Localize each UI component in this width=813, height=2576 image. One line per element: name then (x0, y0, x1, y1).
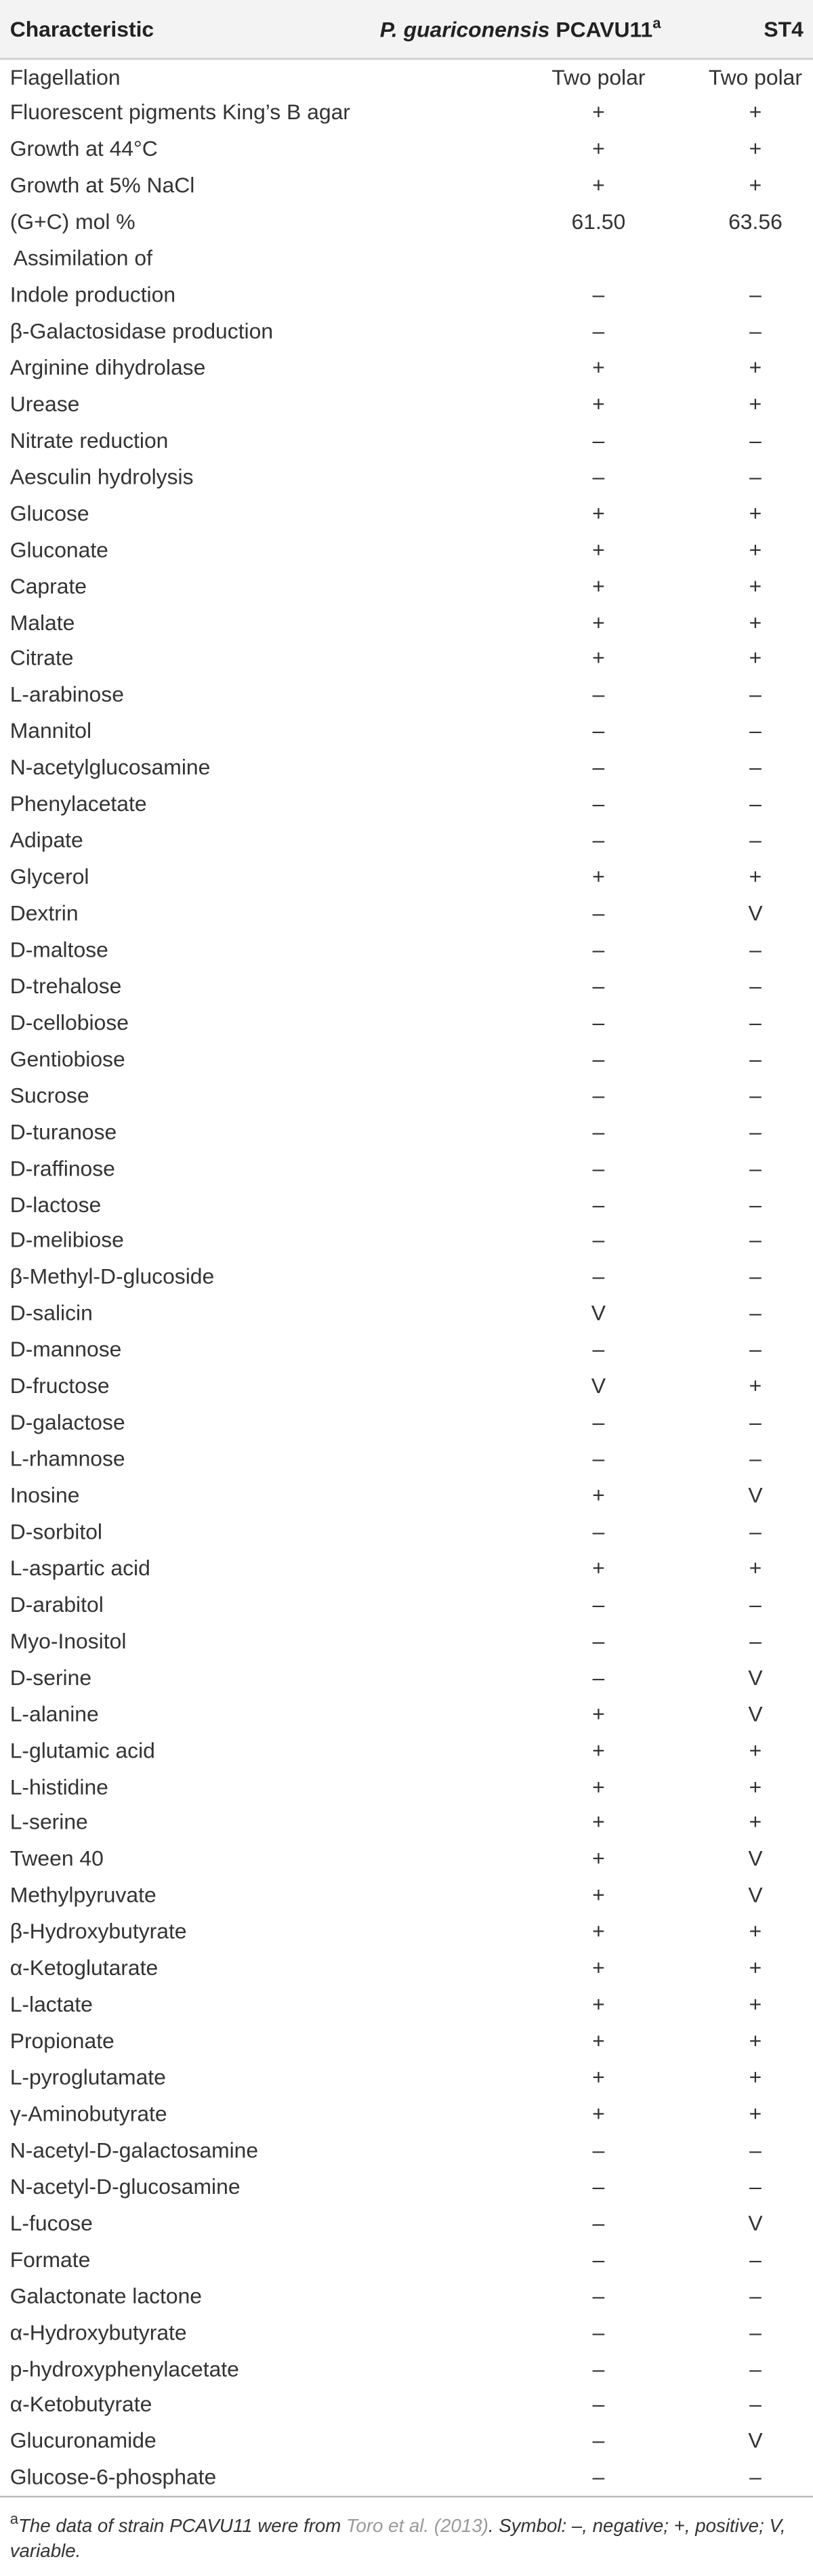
row-characteristic: Fluorescent pigments King’s B agar (9, 100, 350, 125)
table-row (0, 1440, 813, 1477)
row-value-st4: – (749, 2137, 762, 2163)
row-value-st4: – (749, 1155, 762, 1180)
table-row (0, 1950, 813, 1987)
row-characteristic: Malate (9, 609, 75, 635)
row-value-st4: + (749, 864, 762, 890)
table-row (0, 858, 813, 895)
row-value-pcavu11: + (592, 2101, 605, 2126)
table-row (0, 1222, 813, 1259)
row-characteristic: Myo-Inositol (9, 1628, 127, 1653)
table-row (0, 1004, 813, 1041)
row-characteristic: L-lactate (9, 1991, 93, 2017)
table-row (0, 2423, 813, 2459)
row-value-st4: – (749, 827, 762, 853)
row-value-st4: V (748, 2210, 763, 2235)
row-value-st4: – (749, 1337, 762, 1363)
row-value-pcavu11: + (592, 1991, 605, 2017)
row-value-pcavu11: – (592, 463, 605, 489)
row-value-st4 (697, 240, 813, 276)
row-value-pcavu11: – (592, 1518, 605, 1544)
row-value-st4: + (749, 1373, 762, 1398)
row-characteristic: N-acetyl-D-galactosamine (9, 2137, 259, 2163)
row-value-st4: + (749, 1555, 762, 1581)
table-row (0, 1804, 813, 1841)
row-value-pcavu11: – (592, 1010, 605, 1035)
row-characteristic: Assimilation of (13, 245, 152, 271)
row-value-pcavu11: + (592, 609, 605, 635)
table-row (0, 2022, 813, 2059)
table-row (0, 2096, 813, 2132)
row-value-st4: + (749, 537, 762, 562)
row-characteristic: Aesculin hydrolysis (9, 463, 194, 489)
row-characteristic: Citrate (9, 646, 74, 671)
row-value-pcavu11: + (592, 1919, 605, 1945)
table-row (0, 2314, 813, 2350)
row-value-st4: – (749, 2392, 762, 2417)
table-row (0, 422, 813, 459)
row-characteristic: D-fructose (9, 1373, 110, 1398)
row-value-pcavu11: + (592, 1773, 605, 1799)
row-value-st4: V (748, 2428, 763, 2453)
row-value-st4: – (749, 2174, 762, 2199)
row-value-pcavu11: – (592, 1409, 605, 1435)
row-characteristic: β-Hydroxybutyrate (9, 1919, 187, 1945)
row-characteristic: β-Galactosidase production (9, 318, 274, 344)
row-value-st4: + (749, 1955, 762, 1980)
row-characteristic: Adipate (9, 827, 83, 853)
table-row (0, 386, 813, 422)
table-body (0, 58, 813, 2496)
row-characteristic: L-alanine (9, 1701, 99, 1726)
row-value-st4: – (749, 1518, 762, 1544)
row-value-st4: + (749, 354, 762, 380)
table-row (0, 895, 813, 932)
row-characteristic: D-mannose (9, 1337, 122, 1363)
row-characteristic: D-sorbitol (9, 1518, 102, 1544)
row-value-st4: + (749, 2101, 762, 2126)
row-value-pcavu11: – (592, 791, 605, 816)
row-value-pcavu11: + (592, 391, 605, 417)
row-value-pcavu11: + (592, 1810, 605, 1835)
header-strain-pcavu11 (350, 0, 698, 58)
row-value-st4: Two polar (708, 64, 803, 89)
row-value-st4: + (749, 1773, 762, 1799)
table-row (0, 676, 813, 713)
row-value-pcavu11: – (592, 2174, 605, 2199)
row-characteristic: D-maltose (9, 936, 108, 962)
footnote-marker: a (9, 2510, 18, 2527)
row-value-pcavu11: – (592, 428, 605, 453)
row-value-pcavu11: + (592, 1955, 605, 1980)
row-value-pcavu11: V (591, 1373, 606, 1398)
table-row (0, 1586, 813, 1623)
row-characteristic: D-arabitol (9, 1592, 104, 1617)
table-row (0, 1186, 813, 1222)
row-characteristic: Urease (9, 391, 80, 417)
row-value-pcavu11: – (592, 682, 605, 707)
row-value-pcavu11: + (592, 646, 605, 671)
row-value-st4: – (749, 1628, 762, 1653)
row-characteristic: Glucose-6-phosphate (9, 2464, 217, 2490)
row-characteristic: Gluconate (9, 537, 108, 562)
row-value-st4: – (749, 2319, 762, 2344)
table-row (0, 822, 813, 858)
row-characteristic: L-serine (9, 1810, 88, 1835)
row-value-pcavu11: – (592, 718, 605, 744)
row-value-st4: – (749, 1045, 762, 1071)
row-characteristic: p-hydroxyphenylacetate (9, 2355, 239, 2381)
row-characteristic: α-Ketoglutarate (9, 1955, 159, 1980)
row-characteristic: Gentiobiose (9, 1045, 125, 1071)
table-row (0, 276, 813, 313)
table-row (0, 749, 813, 786)
header-species-name: P. guariconensis (379, 17, 550, 43)
footnote-text-after: . Symbol: –, negative; +, positive; V, variable. (9, 2516, 786, 2562)
row-characteristic: D-raffinose (9, 1155, 115, 1180)
row-value-st4: + (749, 173, 762, 198)
row-characteristic: D-trehalose (9, 973, 122, 999)
row-value-st4: – (749, 1409, 762, 1435)
row-characteristic: Glycerol (9, 864, 89, 890)
row-value-st4: V (748, 1701, 763, 1726)
row-characteristic: Phenylacetate (9, 791, 147, 816)
row-value-st4: + (749, 2028, 762, 2054)
row-value-st4: – (749, 2283, 762, 2308)
table-row (0, 713, 813, 749)
table-row (0, 2459, 813, 2495)
row-characteristic: L-fucose (9, 2210, 93, 2235)
row-value-pcavu11: – (592, 1119, 605, 1144)
row-value-st4: V (748, 1882, 763, 1908)
row-value-st4: – (749, 755, 762, 781)
table-row (0, 458, 813, 495)
row-value-st4: – (749, 1592, 762, 1617)
row-value-pcavu11: + (592, 864, 605, 890)
table-row (0, 1077, 813, 1113)
table-row (0, 1623, 813, 1659)
row-characteristic: L-aspartic acid (9, 1555, 150, 1581)
table-row (0, 931, 813, 968)
row-characteristic: N-acetyl-D-glucosamine (9, 2174, 241, 2199)
table-row (0, 1732, 813, 1768)
table-row (0, 1513, 813, 1550)
table-row (0, 786, 813, 823)
row-value-pcavu11: V (591, 1300, 606, 1326)
table-row (0, 1695, 813, 1732)
row-value-pcavu11: – (592, 2355, 605, 2381)
row-value-st4: + (749, 1810, 762, 1835)
table-row (0, 2386, 813, 2423)
row-characteristic: γ-Aminobutyrate (9, 2101, 167, 2126)
row-value-st4: + (749, 100, 762, 125)
row-value-pcavu11: – (592, 2392, 605, 2417)
row-value-st4: – (749, 1300, 762, 1326)
row-characteristic: L-rhamnose (9, 1446, 125, 1472)
table-row (0, 349, 813, 386)
row-value-st4: – (749, 428, 762, 453)
row-value-pcavu11: – (592, 282, 605, 308)
row-value-st4: + (749, 2064, 762, 2090)
row-value-st4: + (749, 500, 762, 526)
row-value-pcavu11: + (592, 2064, 605, 2090)
row-value-pcavu11: – (592, 2246, 605, 2272)
row-value-pcavu11: – (592, 755, 605, 781)
row-value-pcavu11: – (592, 1082, 605, 1108)
row-characteristic: D-cellobiose (9, 1010, 129, 1035)
row-value-pcavu11: – (592, 318, 605, 344)
row-characteristic: (G+C) mol % (9, 209, 136, 234)
row-value-st4: V (748, 1482, 763, 1508)
row-value-pcavu11: + (592, 100, 605, 125)
table-row (0, 604, 813, 640)
row-characteristic: D-salicin (9, 1300, 93, 1326)
row-value-st4: V (748, 900, 763, 926)
row-value-pcavu11: + (592, 1882, 605, 1908)
table-row (0, 640, 813, 677)
table-row (0, 1877, 813, 1913)
row-value-st4: – (749, 463, 762, 489)
row-value-pcavu11: – (592, 1592, 605, 1617)
table-row (0, 1149, 813, 1186)
row-characteristic: L-glutamic acid (9, 1737, 155, 1762)
row-value-pcavu11: + (592, 173, 605, 198)
row-value-pcavu11: + (592, 1482, 605, 1508)
row-characteristic: α-Ketobutyrate (9, 2392, 152, 2417)
row-value-pcavu11: + (592, 500, 605, 526)
footnote-text-before: The data of strain PCAVU11 were from (18, 2516, 347, 2537)
table-row (0, 968, 813, 1004)
row-value-pcavu11: – (592, 1155, 605, 1180)
row-value-pcavu11: + (592, 2028, 605, 2054)
table-row (0, 203, 813, 240)
row-value-st4: – (749, 936, 762, 962)
table-row (0, 58, 813, 95)
row-characteristic: Galactonate lactone (9, 2283, 203, 2308)
row-value-pcavu11: 61.50 (571, 209, 626, 234)
table-row (0, 1986, 813, 2022)
row-characteristic: Tween 40 (9, 1846, 104, 1871)
table-row (0, 1295, 813, 1331)
row-value-pcavu11: – (592, 1191, 605, 1217)
table-row (0, 1477, 813, 1514)
row-characteristic: D-galactose (9, 1409, 125, 1435)
row-characteristic: D-turanose (9, 1119, 117, 1144)
row-characteristic: Glucuronamide (9, 2428, 157, 2453)
row-value-pcavu11: – (592, 1045, 605, 1071)
row-value-st4: – (749, 1010, 762, 1035)
row-value-st4: – (749, 318, 762, 344)
row-value-st4: + (749, 136, 762, 162)
row-value-pcavu11: – (592, 2464, 605, 2490)
row-characteristic: D-melibiose (9, 1228, 124, 1253)
row-value-pcavu11: + (592, 1737, 605, 1762)
row-value-pcavu11: + (592, 1846, 605, 1871)
row-value-st4: – (749, 282, 762, 308)
row-value-st4: – (749, 1228, 762, 1253)
row-characteristic: Mannitol (9, 718, 92, 744)
row-value-st4: – (749, 791, 762, 816)
header-footnote-marker: a (652, 15, 661, 32)
row-characteristic: Nitrate reduction (9, 428, 169, 453)
table-row (0, 313, 813, 350)
row-value-st4: – (749, 1082, 762, 1108)
row-characteristic: D-serine (9, 1664, 92, 1690)
row-value-pcavu11: + (592, 1555, 605, 1581)
row-value-pcavu11: – (592, 2137, 605, 2163)
row-value-pcavu11: Two polar (551, 64, 646, 89)
row-characteristic: Growth at 5% NaCl (9, 173, 195, 198)
row-value-st4: – (749, 973, 762, 999)
row-value-st4: V (748, 1664, 763, 1690)
row-value-pcavu11: – (592, 2319, 605, 2344)
header-characteristic: Characteristic (0, 0, 350, 58)
table-row (0, 2241, 813, 2277)
row-value-st4: + (749, 573, 762, 598)
row-value-st4: + (749, 646, 762, 671)
row-value-st4: – (749, 718, 762, 744)
table-row (0, 2350, 813, 2386)
row-value-pcavu11: + (592, 1701, 605, 1726)
table-row (0, 2277, 813, 2314)
row-characteristic: Growth at 44°C (9, 136, 158, 162)
row-characteristic: β-Methyl-D-glucoside (9, 1264, 215, 1289)
row-value-st4: + (749, 609, 762, 635)
row-value-pcavu11: – (592, 2210, 605, 2235)
row-value-pcavu11: + (592, 354, 605, 380)
row-value-pcavu11: – (592, 900, 605, 926)
row-value-pcavu11: – (592, 2283, 605, 2308)
table-footnote (0, 2497, 813, 2565)
table-row (0, 131, 813, 167)
table-row (0, 1913, 813, 1950)
row-characteristic: Indole production (9, 282, 176, 308)
row-value-st4: + (749, 1737, 762, 1762)
row-characteristic: L-arabinose (9, 682, 124, 707)
table-row (0, 1331, 813, 1368)
row-characteristic: α-Hydroxybutyrate (9, 2319, 187, 2344)
table-row (0, 1768, 813, 1804)
row-value-pcavu11: – (592, 1337, 605, 1363)
row-characteristic: Flagellation (9, 64, 121, 89)
row-value-st4: – (749, 2355, 762, 2381)
table-row (0, 1040, 813, 1077)
row-value-st4: 63.56 (728, 209, 783, 234)
row-value-st4: – (749, 682, 762, 707)
row-value-st4: – (749, 1446, 762, 1472)
row-value-pcavu11: – (592, 2428, 605, 2453)
row-value-pcavu11: – (592, 1664, 605, 1690)
row-value-pcavu11 (350, 240, 698, 276)
table-row (0, 94, 813, 131)
row-characteristic: Sucrose (9, 1082, 89, 1108)
header-strain-st4: ST4 (697, 0, 813, 58)
row-value-st4: V (748, 1846, 763, 1871)
table-row (0, 240, 813, 276)
row-characteristic: Dextrin (9, 900, 79, 926)
row-characteristic: Propionate (9, 2028, 114, 2054)
table-row (0, 1259, 813, 1295)
table-row (0, 1841, 813, 1877)
row-characteristic: N-acetylglucosamine (9, 755, 211, 781)
table-row (0, 1113, 813, 1150)
row-value-st4: + (749, 391, 762, 417)
row-value-pcavu11: – (592, 1446, 605, 1472)
table-row (0, 567, 813, 604)
row-value-st4: – (749, 2464, 762, 2490)
row-value-pcavu11: – (592, 1628, 605, 1653)
row-characteristic: Methylpyruvate (9, 1882, 157, 1908)
table-row (0, 2205, 813, 2241)
row-value-st4: + (749, 1919, 762, 1945)
row-characteristic: L-pyroglutamate (9, 2064, 166, 2090)
row-value-pcavu11: + (592, 537, 605, 562)
row-value-st4: + (749, 1991, 762, 2017)
row-value-pcavu11: – (592, 1228, 605, 1253)
table-row (0, 2059, 813, 2096)
row-value-pcavu11: – (592, 973, 605, 999)
table-row (0, 1404, 813, 1440)
row-value-st4: – (749, 2246, 762, 2272)
table-row (0, 495, 813, 531)
row-value-pcavu11: – (592, 827, 605, 853)
row-characteristic: Glucose (9, 500, 89, 526)
row-value-pcavu11: – (592, 936, 605, 962)
row-value-st4: – (749, 1119, 762, 1144)
table-row (0, 1659, 813, 1695)
row-value-st4: – (749, 1264, 762, 1289)
row-value-st4: – (749, 1191, 762, 1217)
row-characteristic: Formate (9, 2246, 91, 2272)
table-header-row (0, 0, 813, 58)
row-value-pcavu11: + (592, 136, 605, 162)
row-characteristic: L-histidine (9, 1773, 108, 1799)
table-row (0, 1550, 813, 1586)
table-row (0, 167, 813, 204)
citation-link[interactable]: Toro et al. (2013) (346, 2516, 488, 2537)
header-strain-code: PCAVU11 (556, 17, 653, 43)
row-value-pcavu11: – (592, 1264, 605, 1289)
row-characteristic: Arginine dihydrolase (9, 354, 206, 380)
row-value-pcavu11: + (592, 573, 605, 598)
row-characteristic: D-lactose (9, 1191, 102, 1217)
row-characteristic: Inosine (9, 1482, 80, 1508)
table-row (0, 2168, 813, 2205)
row-characteristic: Caprate (9, 573, 87, 598)
table-row (0, 1368, 813, 1405)
table-row (0, 531, 813, 568)
table-row (0, 2132, 813, 2168)
